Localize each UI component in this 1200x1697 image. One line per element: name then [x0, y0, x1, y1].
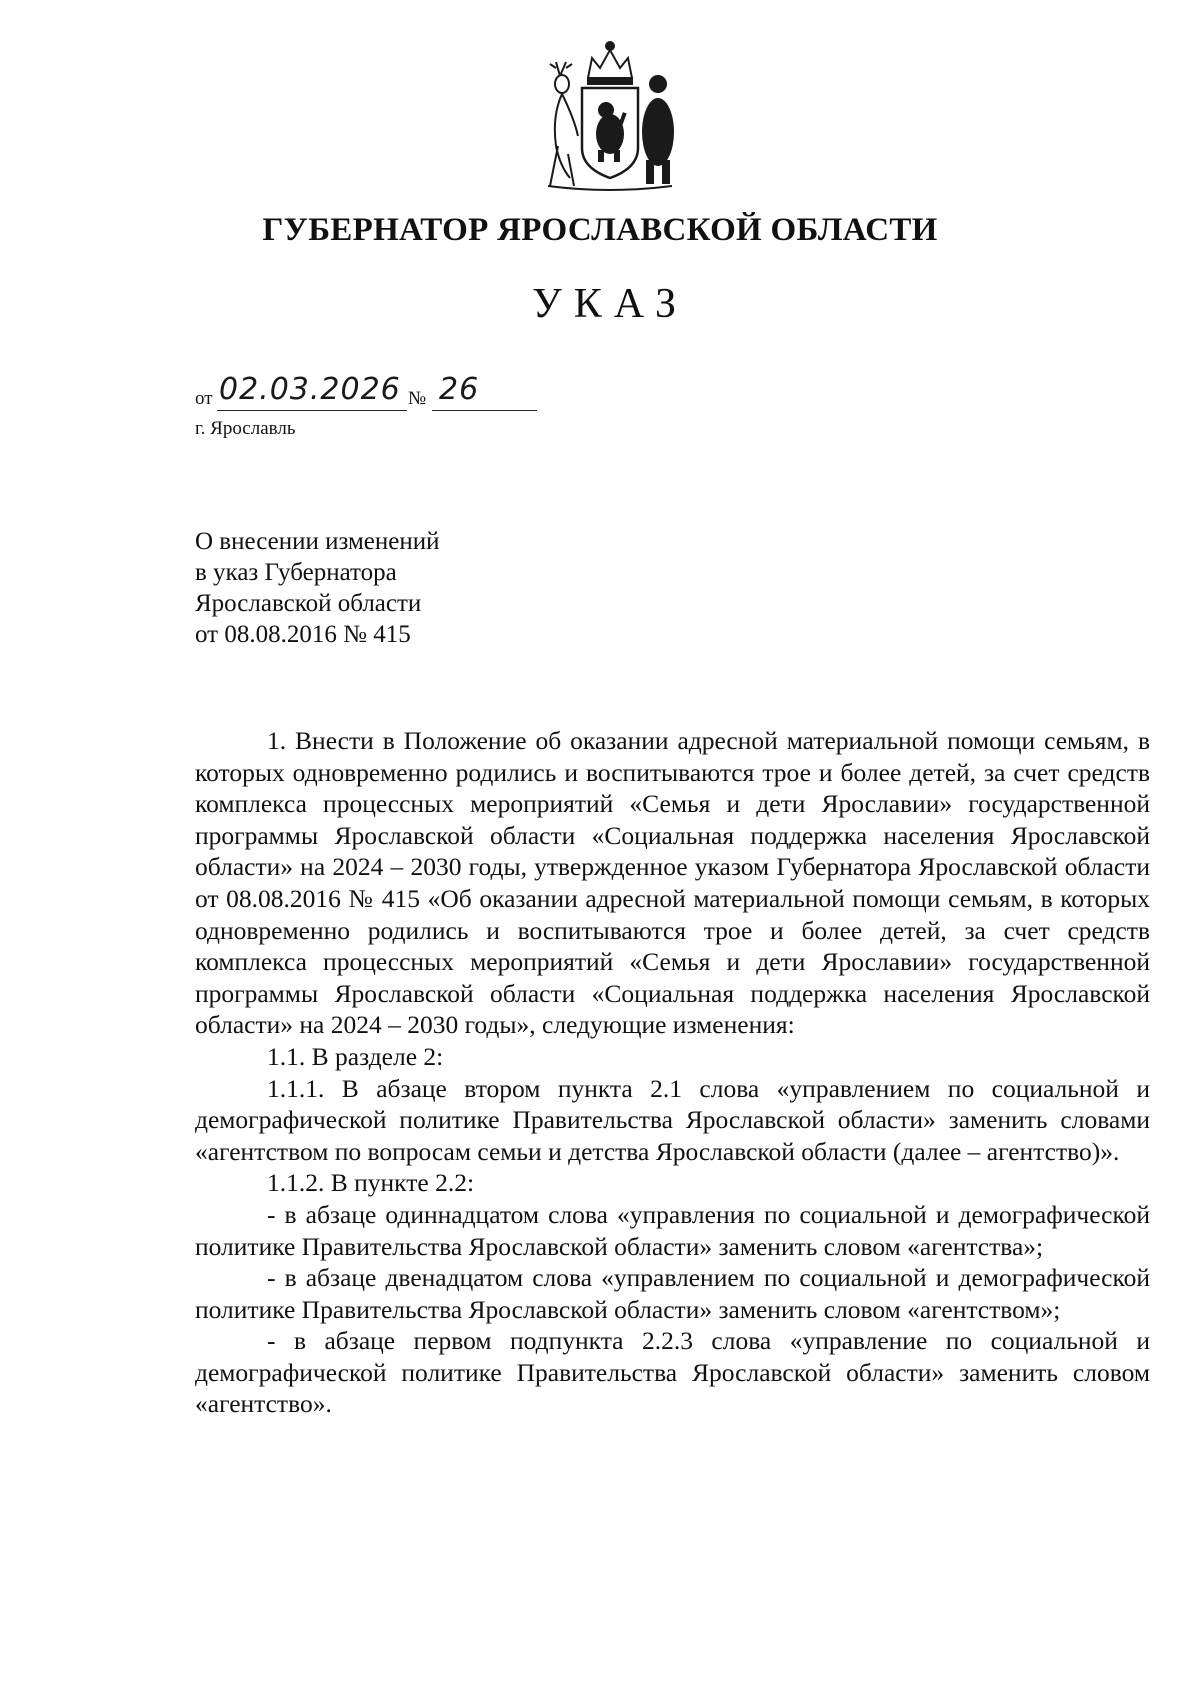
body-paragraph: 1.1. В разделе 2: — [267, 1041, 444, 1071]
issuing-authority: ГУБЕРНАТОР ЯРОСЛАВСКОЙ ОБЛАСТИ — [262, 212, 938, 248]
handwritten-number: 26 — [439, 372, 480, 407]
document-type: УКАЗ — [531, 281, 689, 327]
body-paragraph: - в абзаце двенадцатом слова «управлением по социальной и демографической политике Правительства Ярославской области» заменить словом «агентством»; — [195, 1263, 1150, 1324]
body-paragraph: 1.1.2. В пункте 2.2: — [267, 1168, 475, 1198]
body-paragraph: 1. Внести в Положение об оказании адресной материальной помощи семьям, в которых одновременно родились и воспитываются трое и более детей, за счет средств комплекса процессных мероприятий «Семья и дети Ярославии» государственной программы Ярославской области «Социальная поддержка населения Ярославской области» на 2024 – 2030 годы, утвержденное указом Губернатора Ярославской области от 08.08.2016 № 415 «Об оказании адресной материальной помощи семьям, в которых одновременно родились и воспитываются трое и более детей, за счет средств комплекса процессных мероприятий «Семья и дети Ярославии» государственной программы Ярославской области «Социальная поддержка населения Ярославской области» на 2024 – 2030 годы», следующие изменения: — [195, 726, 1150, 1040]
coat-of-arms-icon — [530, 36, 690, 196]
number-sign: № — [408, 388, 427, 409]
document-body — [195, 725, 1150, 1420]
subject-line: от 08.08.2016 № 415 — [195, 621, 411, 648]
body-paragraph: 1.1.1. В абзаце втором пункта 2.1 слова «управлением по социальной и демографической политике Правительства Ярославской области» заменить словами «агентством по вопросам семьи и детства Ярославской области (далее – агентство)». — [195, 1073, 1150, 1166]
body-paragraph: - в абзаце первом подпункта 2.2.3 слова «управление по социальной и демографической политике Правительства Ярославской области» заменить словом «агентство». — [195, 1326, 1150, 1419]
subject-line: Ярославской области — [195, 590, 422, 617]
subject-line: О внесении изменений — [195, 528, 440, 555]
date-prefix: от — [195, 388, 213, 409]
number-underline — [432, 410, 537, 411]
document-subject — [195, 526, 440, 650]
handwritten-date: 02.03.2026 — [219, 372, 401, 407]
body-paragraph: - в абзаце одиннадцатом слова «управления по социальной и демографической политике Правительства Ярославской области» заменить словом «агентства»; — [195, 1199, 1150, 1261]
subject-line: в указ Губернатора — [195, 559, 397, 586]
date-underline — [217, 410, 407, 411]
city: г. Ярославль — [195, 418, 296, 439]
